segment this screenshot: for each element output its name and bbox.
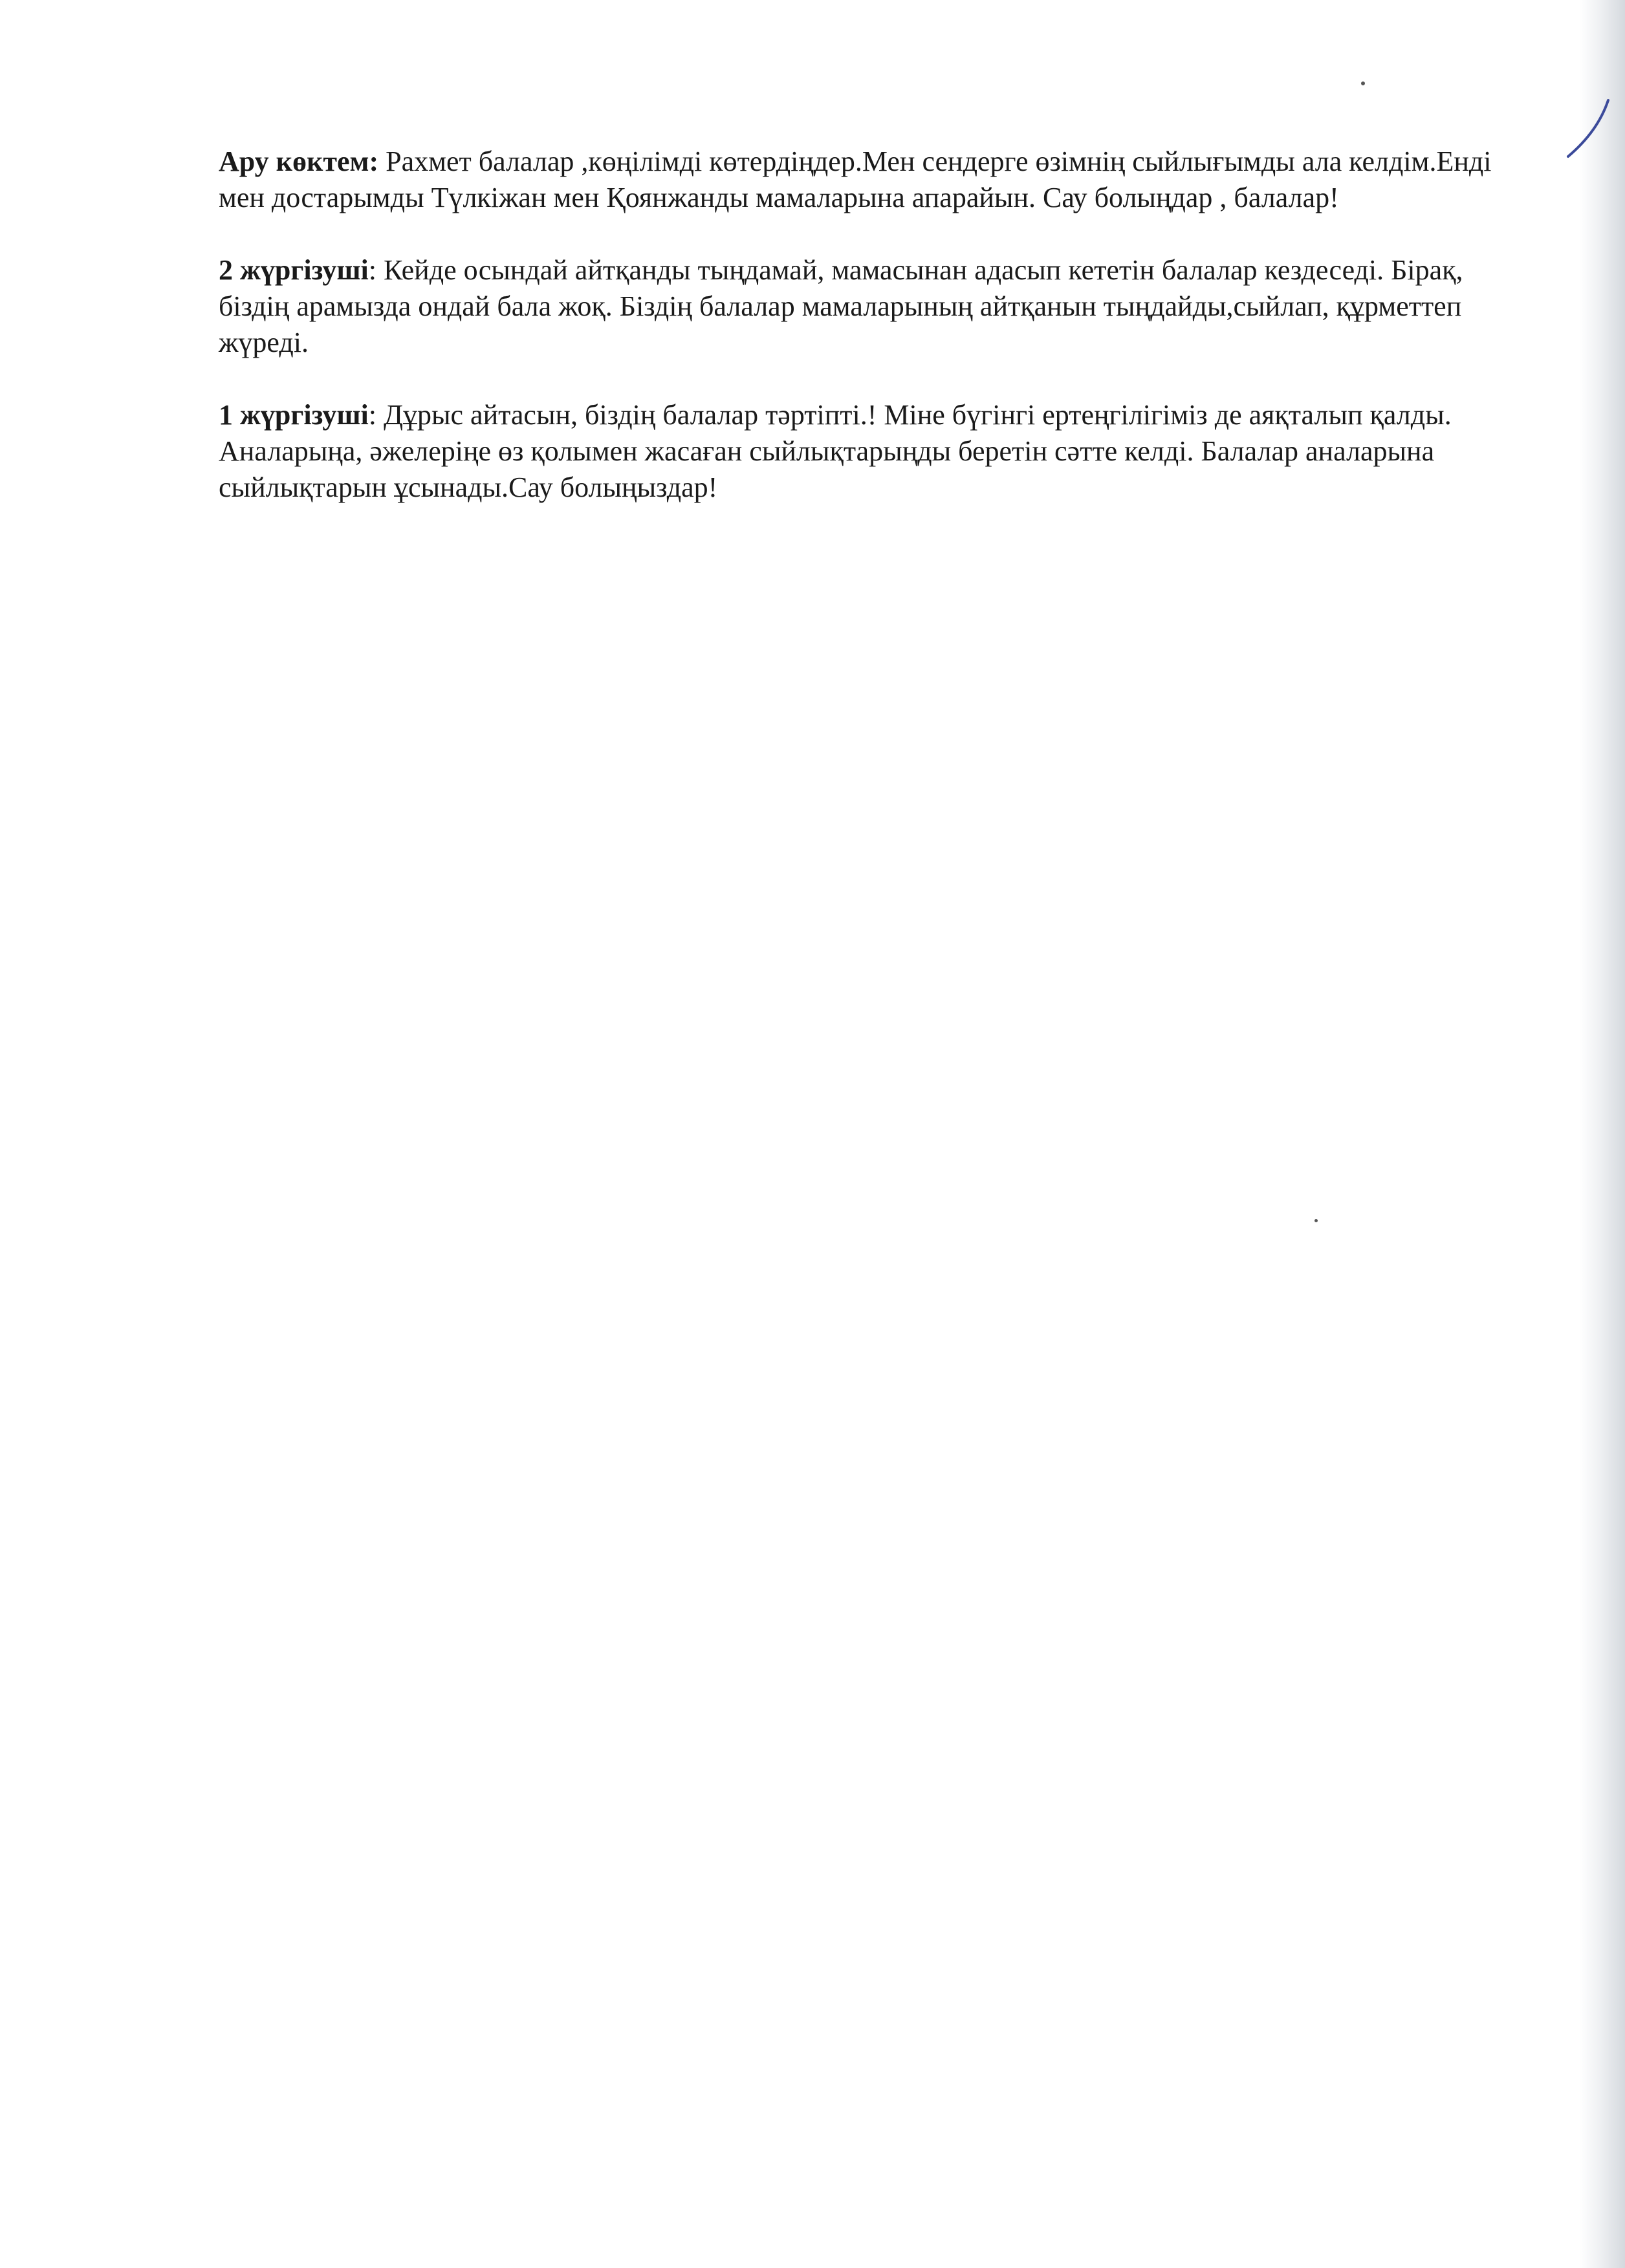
scan-speck xyxy=(1314,1219,1318,1222)
paragraph-text: : Дұрыс айтасын, біздің балалар тәртіпті.! Міне бүгінгі ертеңгілігіміз де аяқталып қалды. Аналарыңа, әжелеріңе өз қолымен жасаған сыйлықтарыңды беретін сәтте келді. Балалар аналарына сыйлықтарын ұсынады.Сау болыңыздар! xyxy=(219,399,1452,503)
paragraph-host-2 xyxy=(219,252,1500,361)
speaker-label: Ару көктем: xyxy=(219,146,379,177)
document-body xyxy=(219,144,1500,542)
paragraph-text: Рахмет балалар ,көңілімді көтердіңдер.Мен сендерге өзімнің сыйлығымды ала келдім.Енді мен достарымды Түлкіжан мен Қоянжанды мамаларына апарайын. Сау болыңдар , балалар! xyxy=(219,146,1492,213)
scan-shadow-edge xyxy=(1580,0,1625,2268)
speaker-label: 2 жүргізуші xyxy=(219,254,369,286)
pen-mark xyxy=(1563,97,1615,162)
scan-speck xyxy=(1361,81,1365,85)
paragraph-host-1 xyxy=(219,397,1500,506)
paragraph-aru-koktem xyxy=(219,144,1500,216)
speaker-label: 1 жүргізуші xyxy=(219,399,369,431)
paragraph-text: : Кейде осындай айтқанды тыңдамай, мамасынан адасып кететін балалар кездеседі. Бірақ, біздің арамызда ондай бала жоқ. Біздің балалар мамаларының айтқанын тыңдайды,сыйлап, құрметтеп жүреді. xyxy=(219,254,1463,358)
